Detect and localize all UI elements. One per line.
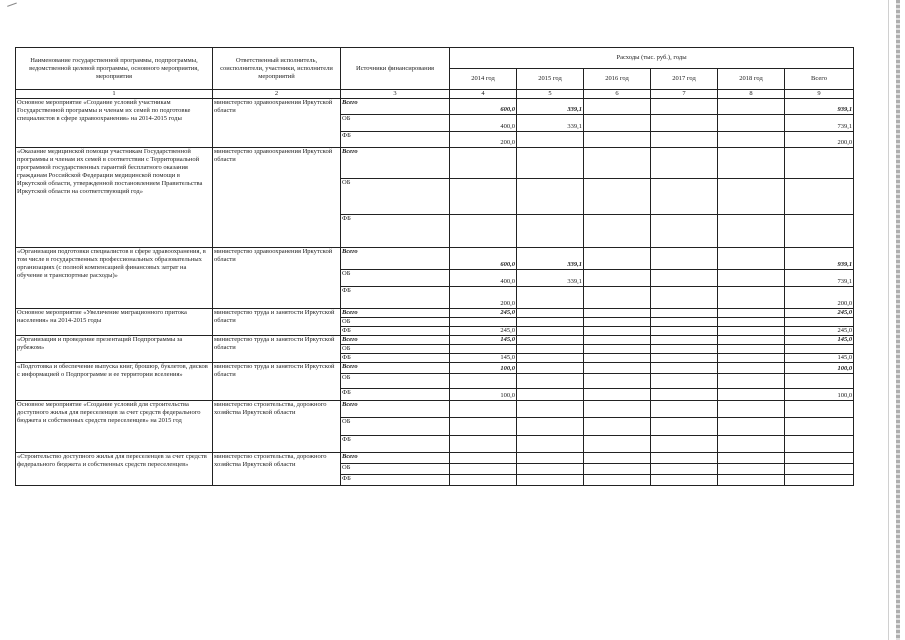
column-number: 7: [651, 90, 718, 99]
year-value: 339,1: [517, 99, 584, 115]
table-row: [16, 401, 854, 418]
executor: министерство здравоохранения Иркутской области: [213, 148, 341, 248]
year-value: [651, 453, 718, 464]
funding-source: ФБ: [341, 354, 450, 363]
year-value: [718, 248, 785, 270]
funding-source: ОБ: [341, 464, 450, 475]
funding-source: ФБ: [341, 215, 450, 248]
year-value: 339,1: [517, 270, 584, 287]
column-number: 3: [341, 90, 450, 99]
year-value: [584, 327, 651, 336]
year-value: 245,0: [450, 327, 517, 336]
total-value: 739,1: [785, 270, 854, 287]
column-number: 2: [213, 90, 341, 99]
total-value: [785, 436, 854, 453]
funding-source: ОБ: [341, 179, 450, 215]
year-value: [584, 401, 651, 418]
total-value: 100,0: [785, 389, 854, 401]
column-number: 6: [584, 90, 651, 99]
year-value: 145,0: [450, 354, 517, 363]
year-value: [718, 436, 785, 453]
year-value: [584, 436, 651, 453]
table-row: [16, 453, 854, 464]
year-value: [450, 418, 517, 436]
funding-source: Всего: [341, 248, 450, 270]
total-value: [785, 215, 854, 248]
total-value: 200,0: [785, 287, 854, 309]
year-value: [651, 475, 718, 486]
year-value: [517, 401, 584, 418]
total-value: [785, 464, 854, 475]
total-value: 739,1: [785, 115, 854, 132]
year-value: [651, 132, 718, 148]
year-value: [718, 148, 785, 179]
year-value: [584, 179, 651, 215]
column-number: 4: [450, 90, 517, 99]
activity-name: «Организация и проведение презентаций Подпрограммы за рубежом»: [16, 336, 213, 363]
year-value: [517, 327, 584, 336]
year-value: [584, 287, 651, 309]
year-value: [450, 374, 517, 389]
year-value: [651, 270, 718, 287]
year-value: 400,0: [450, 115, 517, 132]
funding-source: ФБ: [341, 436, 450, 453]
funding-source: Всего: [341, 309, 450, 318]
year-value: 145,0: [450, 336, 517, 345]
year-value: [718, 318, 785, 327]
funding-source: ОБ: [341, 318, 450, 327]
header-year: 2016 год: [584, 69, 651, 90]
year-value: [718, 475, 785, 486]
year-value: 100,0: [450, 363, 517, 374]
year-value: [651, 248, 718, 270]
year-value: [517, 436, 584, 453]
funding-source: ФБ: [341, 389, 450, 401]
table-row: [16, 336, 854, 345]
year-value: [584, 418, 651, 436]
header-source: Источники финансирования: [341, 48, 450, 90]
year-value: [651, 363, 718, 374]
year-value: [517, 453, 584, 464]
total-value: [785, 318, 854, 327]
year-value: [584, 345, 651, 354]
year-value: [718, 453, 785, 464]
funding-source: Всего: [341, 336, 450, 345]
funding-source: ОБ: [341, 345, 450, 354]
executor: министерство труда и занятости Иркутской области: [213, 309, 341, 336]
year-value: [517, 363, 584, 374]
year-value: [517, 179, 584, 215]
year-value: [517, 309, 584, 318]
total-value: [785, 453, 854, 464]
year-value: [584, 374, 651, 389]
year-value: [718, 309, 785, 318]
total-value: [785, 179, 854, 215]
year-value: [718, 179, 785, 215]
header-expenses: Расходы (тыс. руб.), годы: [450, 48, 854, 69]
year-value: [718, 270, 785, 287]
year-value: [651, 287, 718, 309]
activity-name: Основное мероприятие «Создание условий участникам Государственной программы и членам их семей по подготовке специалистов в сфере здравоохранения» на 2014-2015 годы: [16, 99, 213, 148]
year-value: [584, 115, 651, 132]
executor: министерство строительства, дорожного хозяйства Иркутской области: [213, 453, 341, 486]
year-value: [584, 363, 651, 374]
funding-source: ФБ: [341, 132, 450, 148]
year-value: [718, 99, 785, 115]
year-value: [651, 354, 718, 363]
year-value: [584, 270, 651, 287]
year-value: [517, 215, 584, 248]
activity-name: «Организация подготовки специалистов в сфере здравоохранения, в том числе в государственных профессиональных образовательных организациях (с полной компенсацией финансовых затрат на обучение и транспортные расходы)»: [16, 248, 213, 309]
total-value: [785, 401, 854, 418]
column-number: 1: [16, 90, 213, 99]
year-value: [517, 132, 584, 148]
year-value: [584, 148, 651, 179]
year-value: [651, 99, 718, 115]
year-value: [450, 318, 517, 327]
year-value: [718, 363, 785, 374]
table-row: [16, 309, 854, 318]
year-value: [584, 354, 651, 363]
year-value: [718, 327, 785, 336]
total-value: [785, 475, 854, 486]
scan-mark: [7, 3, 19, 13]
year-value: [517, 336, 584, 345]
year-value: [651, 374, 718, 389]
year-value: [651, 318, 718, 327]
funding-source: Всего: [341, 99, 450, 115]
year-value: 200,0: [450, 132, 517, 148]
funding-source: Всего: [341, 363, 450, 374]
year-value: [718, 115, 785, 132]
year-value: [584, 248, 651, 270]
funding-source: Всего: [341, 148, 450, 179]
year-value: [651, 115, 718, 132]
year-value: 600,0: [450, 248, 517, 270]
year-value: [517, 287, 584, 309]
year-value: [584, 389, 651, 401]
year-value: [651, 327, 718, 336]
year-value: [584, 309, 651, 318]
funding-source: ОБ: [341, 270, 450, 287]
activity-name: Основное мероприятие «Увеличение миграционного притока населения» на 2014-2015 годы: [16, 309, 213, 336]
year-value: [584, 464, 651, 475]
header-year: 2014 год: [450, 69, 517, 90]
year-value: [718, 374, 785, 389]
year-value: [651, 148, 718, 179]
total-value: 245,0: [785, 327, 854, 336]
activity-name: «Строительство доступного жилья для переселенцев за счет средств федерального бюджета и собственных средств переселенцев»: [16, 453, 213, 486]
year-value: [718, 401, 785, 418]
year-value: [450, 179, 517, 215]
header-total: Всего: [785, 69, 854, 90]
table-row: [16, 99, 854, 115]
year-value: [450, 475, 517, 486]
executor: министерство труда и занятости Иркутской области: [213, 336, 341, 363]
header-year: 2015 год: [517, 69, 584, 90]
activity-name: Основное мероприятие «Создание условий для строительства доступного жилья для переселенцев за счет средств федерального бюджета и собственных средств переселенцев» на 2015 год: [16, 401, 213, 453]
year-value: [450, 148, 517, 179]
year-value: [517, 464, 584, 475]
total-value: [785, 418, 854, 436]
year-value: [517, 318, 584, 327]
year-value: [584, 336, 651, 345]
year-value: [718, 389, 785, 401]
year-value: [450, 436, 517, 453]
total-value: 939,1: [785, 248, 854, 270]
year-value: [584, 99, 651, 115]
year-value: [517, 475, 584, 486]
executor: министерство труда и занятости Иркутской области: [213, 363, 341, 401]
executor: министерство здравоохранения Иркутской области: [213, 99, 341, 148]
year-value: [718, 345, 785, 354]
activity-name: «Оказание медицинской помощи участникам Государственной программы и членам их семей в соответствии с Территориальной программой государственных гарантий бесплатного оказания гражданам Российской Федерации медицинской помощи в Иркутской области, утвержденной постановлением Правительства Иркутской области на соответствующий год»: [16, 148, 213, 248]
total-value: [785, 345, 854, 354]
table-body: [16, 99, 854, 486]
year-value: [651, 389, 718, 401]
year-value: [651, 309, 718, 318]
table-row: [16, 148, 854, 179]
year-value: [651, 401, 718, 418]
year-value: [584, 453, 651, 464]
year-value: [718, 215, 785, 248]
year-value: [651, 215, 718, 248]
year-value: [718, 287, 785, 309]
total-value: 145,0: [785, 354, 854, 363]
activity-name: «Подготовка и обеспечение выпуска книг, брошюр, буклетов, дисков с информацией о Подпрограмме и ее территории вселения»: [16, 363, 213, 401]
executor: министерство здравоохранения Иркутской области: [213, 248, 341, 309]
year-value: [584, 132, 651, 148]
year-value: [651, 436, 718, 453]
year-value: [651, 345, 718, 354]
year-value: [651, 336, 718, 345]
funding-source: Всего: [341, 453, 450, 464]
year-value: 100,0: [450, 389, 517, 401]
year-value: [718, 336, 785, 345]
year-value: [450, 345, 517, 354]
funding-source: ФБ: [341, 475, 450, 486]
year-value: [517, 374, 584, 389]
header-executor: Ответственный исполнитель, соисполнители, участники, исполнители мероприятий: [213, 48, 341, 90]
funding-source: ФБ: [341, 327, 450, 336]
year-value: [517, 418, 584, 436]
total-value: 100,0: [785, 363, 854, 374]
table-row: [16, 248, 854, 270]
year-value: [517, 389, 584, 401]
year-value: [584, 318, 651, 327]
executor: министерство строительства, дорожного хозяйства Иркутской области: [213, 401, 341, 453]
funding-source: ФБ: [341, 287, 450, 309]
funding-source: ОБ: [341, 418, 450, 436]
year-value: [450, 215, 517, 248]
funding-source: ОБ: [341, 115, 450, 132]
year-value: [651, 179, 718, 215]
header-year: 2018 год: [718, 69, 785, 90]
year-value: [517, 345, 584, 354]
year-value: [718, 132, 785, 148]
header-name: Наименование государственной программы, подпрограммы, ведомственной целевой программы, основного мероприятия, мероприятия: [16, 48, 213, 90]
year-value: [517, 354, 584, 363]
total-value: 200,0: [785, 132, 854, 148]
year-value: 200,0: [450, 287, 517, 309]
total-value: 939,1: [785, 99, 854, 115]
column-number: 8: [718, 90, 785, 99]
year-value: [718, 354, 785, 363]
column-number: 5: [517, 90, 584, 99]
year-value: [450, 464, 517, 475]
total-value: [785, 374, 854, 389]
total-value: [785, 148, 854, 179]
year-value: [450, 401, 517, 418]
scan-edge-line: [888, 0, 889, 640]
year-value: [718, 418, 785, 436]
year-value: [651, 464, 718, 475]
funding-source: ОБ: [341, 374, 450, 389]
year-value: [450, 453, 517, 464]
scan-edge: [896, 0, 900, 640]
year-value: 400,0: [450, 270, 517, 287]
total-value: 245,0: [785, 309, 854, 318]
column-number: 9: [785, 90, 854, 99]
expenses-table: [15, 47, 854, 486]
year-value: 339,1: [517, 115, 584, 132]
year-value: 245,0: [450, 309, 517, 318]
year-value: [718, 464, 785, 475]
year-value: [584, 215, 651, 248]
year-value: 600,0: [450, 99, 517, 115]
year-value: [584, 475, 651, 486]
year-value: [651, 418, 718, 436]
funding-source: Всего: [341, 401, 450, 418]
total-value: 145,0: [785, 336, 854, 345]
header-year: 2017 год: [651, 69, 718, 90]
year-value: 339,1: [517, 248, 584, 270]
year-value: [517, 148, 584, 179]
table-row: [16, 363, 854, 374]
